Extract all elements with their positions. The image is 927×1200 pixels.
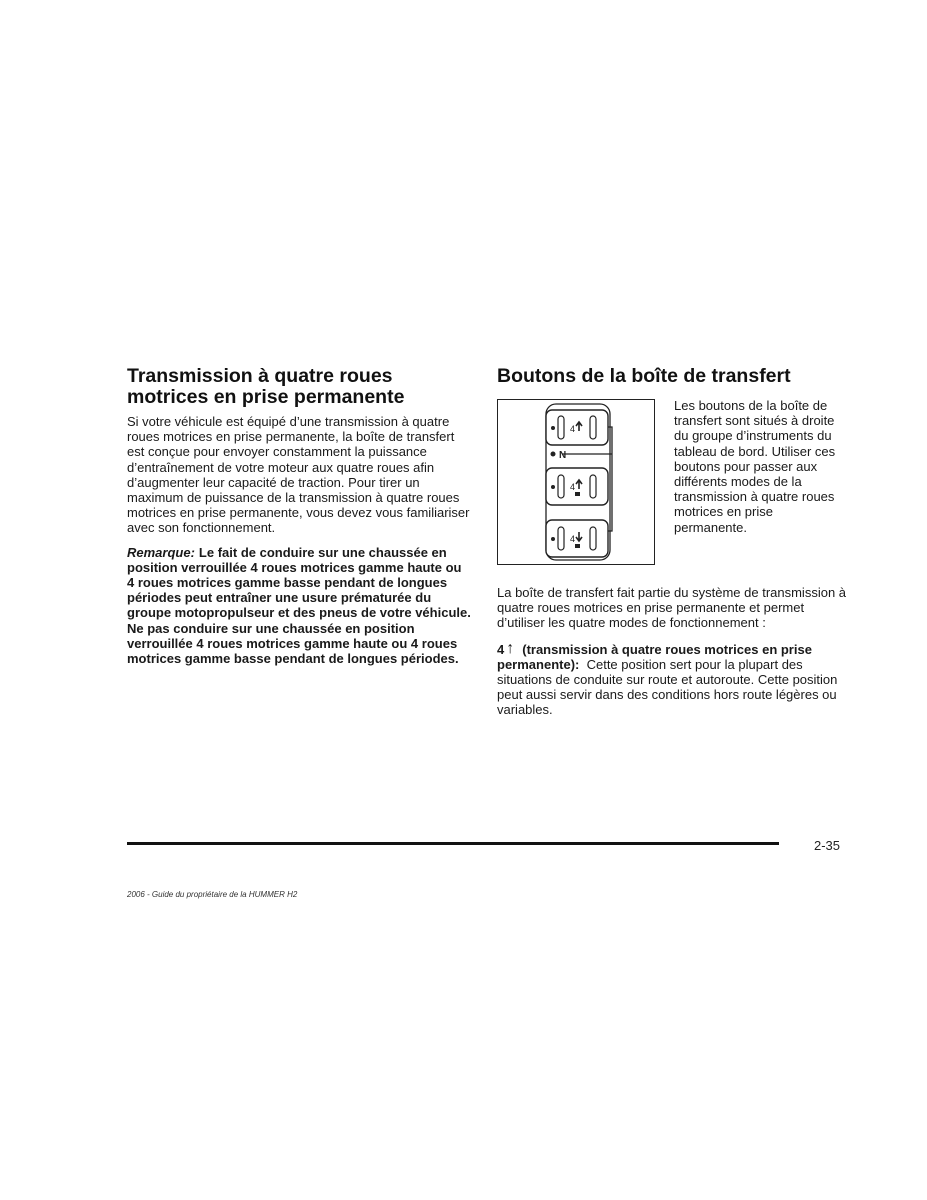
note-lead: Remarque: (127, 544, 195, 560)
button3-label: 4 (570, 534, 576, 544)
transfer-case-paragraph: La boîte de transfert fait partie du système de transmission à quatre roues motrices en prise permanente et permet d’utiliser les quatre modes de fonctionnement : (497, 585, 847, 631)
intro-paragraph: Si votre véhicule est équipé d’une transmission à quatre roues motrices en prise permanente, la boîte de transfert est conçue pour envoyer constamment la puissance d’entraînement de votre moteur aux quatre roues afin d’augmenter leur capacité de traction. Pour tirer un maximum de puissance de la transmission à quatre roues motrices en prise permanente, vous devez vous familiariser avec son fonctionnement. (127, 414, 470, 536)
footer-rule (127, 842, 779, 845)
lock-icon (575, 544, 580, 548)
neutral-indicator-light (551, 452, 556, 457)
figure-caption: Les boutons de la boîte de transfert sont situés à droite du groupe d’instruments du tableau de bord. Utiliser ces boutons pour passer aux différents modes de la transmission à quatre roues motrices en prise permanente. (674, 398, 836, 535)
section-heading-transfer-case-buttons: Boutons de la boîte de transfert (497, 365, 791, 387)
up-arrow-icon: ↑ (506, 639, 515, 657)
indicator-light-2 (551, 485, 555, 489)
lock-icon (575, 492, 580, 496)
figure-row (497, 399, 847, 565)
button-4hi-lock (546, 468, 608, 505)
indicator-light-3 (551, 537, 555, 541)
footer-text: 2006 - Guide du propriétaire de la HUMMER H2 (127, 890, 298, 899)
neutral-label: N (559, 450, 567, 461)
button2-label: 4 (570, 482, 576, 492)
button-4hi (546, 410, 608, 445)
caution-note (127, 545, 472, 667)
note-body: Le fait de conduire sur une chaussée en position verrouillée 4 roues motrices gamme haute ou 4 roues motrices gamme basse pendant de longues périodes peut entraîner une usure prématurée du groupe motopropulseur et des pneus de votre véhicule. Ne pas conduire sur une chaussée en position verrouillée 4 roues motrices gamme haute ou 4 roues motrices gamme basse pendant de longues périodes. (127, 544, 471, 667)
right-column (497, 366, 847, 718)
button1-label: 4 (570, 424, 576, 434)
mode-4hi-description (497, 639, 847, 718)
mode-term: (transmission à quatre roues motrices en prise permanente): (497, 641, 812, 672)
left-column (127, 366, 472, 666)
button-4lo-lock (546, 520, 608, 557)
section-heading-full-time-4wd: Transmission à quatre roues motrices en prise permanente (127, 365, 405, 408)
indicator-light-1 (551, 426, 555, 430)
mode-number: 4 (497, 641, 505, 657)
transfer-case-buttons-figure (497, 399, 655, 565)
transfer-case-buttons-illustration (498, 400, 653, 563)
page-number: 2-35 (814, 838, 841, 853)
mode-desc: Cette position sert pour la plupart des situations de conduite sur route et autoroute. Cette position peut aussi servir dans des conditions hors route légères ou variables. (497, 656, 838, 718)
